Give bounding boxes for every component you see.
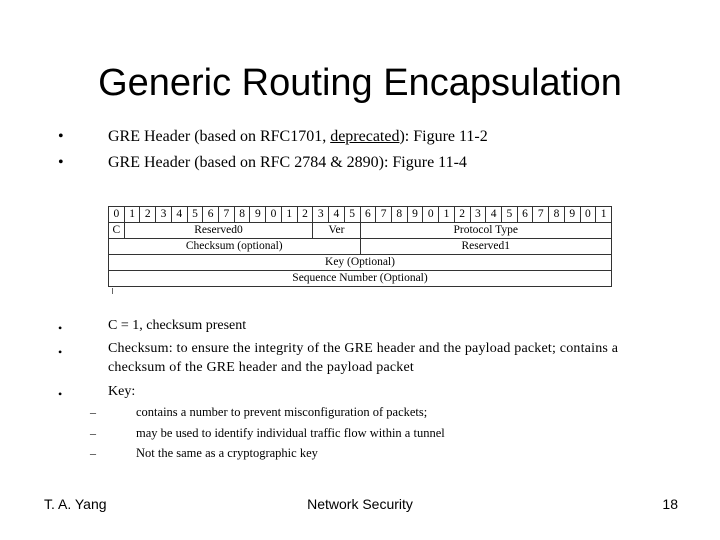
field-key: Key (Optional) <box>109 255 612 271</box>
bit-label: 3 <box>156 207 172 223</box>
bit-label: 1 <box>281 207 297 223</box>
dash-marker: – <box>90 426 96 440</box>
bullet-key: Key: <box>108 384 136 399</box>
header-row-4 <box>109 271 612 287</box>
footer-course: Network Security <box>307 496 413 512</box>
bit-label: 6 <box>203 207 219 223</box>
bit-label: 0 <box>580 207 596 223</box>
gre-header-table <box>108 206 612 287</box>
bit-label: 1 <box>124 207 140 223</box>
bullet-marker: • <box>58 154 64 171</box>
bit-label: 0 <box>109 207 125 223</box>
bit-label: 9 <box>407 207 423 223</box>
bit-label: 0 <box>423 207 439 223</box>
sub-bullet-key-purpose: contains a number to prevent misconfiguration of packets; <box>136 405 428 419</box>
bit-label: 2 <box>297 207 313 223</box>
sub-bullet-key-not-crypto: Not the same as a cryptographic key <box>136 446 318 460</box>
bit-label: 4 <box>171 207 187 223</box>
header-row-3 <box>109 255 612 271</box>
footer-author: T. A. Yang <box>44 496 107 512</box>
field-c: C <box>109 223 125 239</box>
gre-header-figure <box>108 206 616 288</box>
field-ver: Ver <box>313 223 360 239</box>
header-row-2 <box>109 239 612 255</box>
bit-label: 7 <box>219 207 235 223</box>
bullet-checksum-cont: checksum of the GRE header and the payload packet <box>108 360 415 375</box>
bit-label: 8 <box>234 207 250 223</box>
field-reserved1: Reserved1 <box>360 239 612 255</box>
bit-label: 0 <box>266 207 282 223</box>
bullet-marker: • <box>58 128 64 145</box>
bit-label: 1 <box>439 207 455 223</box>
bit-label: 4 <box>329 207 345 223</box>
bit-label: 1 <box>596 207 612 223</box>
bullet-rfc2784: GRE Header (based on RFC 2784 & 2890): Figure 11-4 <box>108 154 467 171</box>
bit-label: 7 <box>376 207 392 223</box>
bit-label: 3 <box>470 207 486 223</box>
bit-label: 9 <box>250 207 266 223</box>
bit-label: 2 <box>140 207 156 223</box>
deprecated-link[interactable]: deprecated <box>330 128 400 145</box>
bit-index-row <box>109 207 612 223</box>
bullet-rfc1701-post: ): Figure 11-2 <box>399 128 488 145</box>
bullet-c-flag: C = 1, checksum present <box>108 318 247 333</box>
bullet-marker: • <box>58 321 63 335</box>
figure-tick-mark <box>112 288 113 294</box>
bit-label: 7 <box>533 207 549 223</box>
dash-marker: – <box>90 405 96 419</box>
field-protocol-type: Protocol Type <box>360 223 612 239</box>
dash-marker: – <box>90 446 96 460</box>
slide-title: Generic Routing Encapsulation <box>98 62 622 104</box>
bullet-rfc1701 <box>108 126 488 148</box>
bit-label: 9 <box>564 207 580 223</box>
bit-label: 4 <box>486 207 502 223</box>
bit-label: 2 <box>454 207 470 223</box>
field-reserved0: Reserved0 <box>124 223 313 239</box>
bullet-rfc1701-pre: GRE Header (based on RFC1701, <box>108 128 331 145</box>
bit-label: 5 <box>344 207 360 223</box>
bit-label: 6 <box>360 207 376 223</box>
bit-label: 8 <box>391 207 407 223</box>
field-checksum: Checksum (optional) <box>109 239 361 255</box>
field-sequence-number: Sequence Number (Optional) <box>109 271 612 287</box>
footer-page-number: 18 <box>662 496 678 512</box>
bullet-marker: • <box>58 387 63 401</box>
bullet-checksum: Checksum: to ensure the integrity of the GRE header and the payload packet; contains a <box>108 341 619 356</box>
bullet-marker: • <box>58 345 63 359</box>
sub-bullet-key-flow: may be used to identify individual traffic flow within a tunnel <box>136 426 445 440</box>
bit-label: 6 <box>517 207 533 223</box>
bit-label: 8 <box>549 207 565 223</box>
bit-label: 5 <box>187 207 203 223</box>
bit-label: 5 <box>501 207 517 223</box>
bit-label: 3 <box>313 207 329 223</box>
header-row-1 <box>109 223 612 239</box>
